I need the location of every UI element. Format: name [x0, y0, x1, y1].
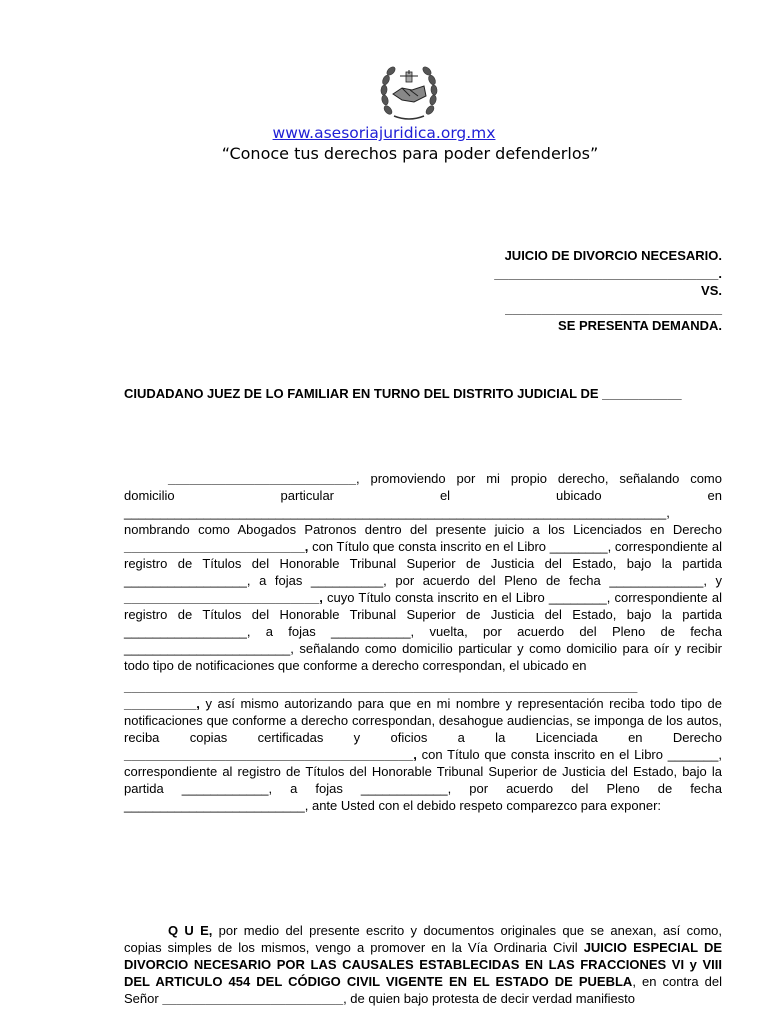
slogan: “Conoce tus derechos para poder defenderlos”	[221, 144, 599, 163]
que-section	[124, 922, 722, 1007]
versus-label: VS.	[701, 283, 722, 298]
case-type: JUICIO DE DIVORCIO NECESARIO.	[504, 248, 722, 263]
filing-type: SE PRESENTA DEMANDA.	[558, 318, 722, 333]
plaintiff-blank: _______________________________.	[494, 265, 722, 281]
addressee: CIUDADANO JUEZ DE LO FAMILIAR EN TURNO DEL DISTRITO JUDICIAL DE ___________	[124, 386, 682, 401]
que-paragraph: Q U E, por medio del presente escrito y documentos originales que se anexan, así como, copias simples de los mismos, vengo a promover en la Vía Ordinaria Civil JUICIO ESPECIAL DE DIVORCIO NECESARIO POR LAS CAUSALES ESTABLECIDAS EN LAS FRACCIONES VI y VIII DEL ARTICULO 454 DEL CÓDIGO CIVIL VIGENTE EN EL ESTADO DE PUEBLA, en contra del Señor _________________________, de quien bajo protesta de decir verdad manifiesto	[124, 923, 723, 1006]
case-caption	[402, 247, 722, 335]
address-blank: _______________________________________________________________________	[124, 679, 638, 694]
website-link[interactable]: www.asesoriajuridica.org.mx	[272, 124, 496, 142]
paragraph-1: __________________________, promoviendo por mi propio derecho, señalando como domicilio particular el ubicado en ___________________________________________________________________________, nombrando como Abogados Patronos dentro del presente juicio a los Licenciados en Derecho _________________________, con Título que consta inscrito en el Libro ________, correspondiente al registro de Títulos del Honorable Tribunal Superior de Justicia del Estado, bajo la partida _________________, a fojas __________, por acuerdo del Pleno de fecha _____________, y ___________________________, cuyo Título consta inscrito en el Libro ________, correspondiente al registro de Títulos del Honorable Tribunal Superior de Justicia del Estado, bajo la partida _________________, a fojas ___________, vuelta, por acuerdo del Pleno de fecha _______________________, señalando como domicilio particular y como domicilio para oír y recibir todo tipo de notificaciones que conforme a derecho correspondan, el ubicado en	[124, 471, 722, 673]
defendant-blank: ______________________________	[505, 300, 722, 316]
document-body	[124, 470, 722, 814]
laurel-handshake-logo-icon	[380, 60, 438, 122]
promovente-blank: __________________________	[168, 471, 356, 486]
paragraph-2: __________, y así mismo autorizando para que en mi nombre y representación reciba todo tipo de notificaciones que conforme a derecho correspondan, desahogue audiencias, se imponga de los autos, reciba copias certificadas y oficios a la Licenciada en Derecho ________________________________________, con Título que consta inscrito en el Libro _______, correspondiente al registro de Títulos del Honorable Tribunal Superior de Justicia del Estado, bajo la partida ____________, a fojas ____________, por acuerdo del Pleno de fecha _________________________, ante Usted con el debido respeto comparezco para exponer:	[124, 696, 722, 813]
